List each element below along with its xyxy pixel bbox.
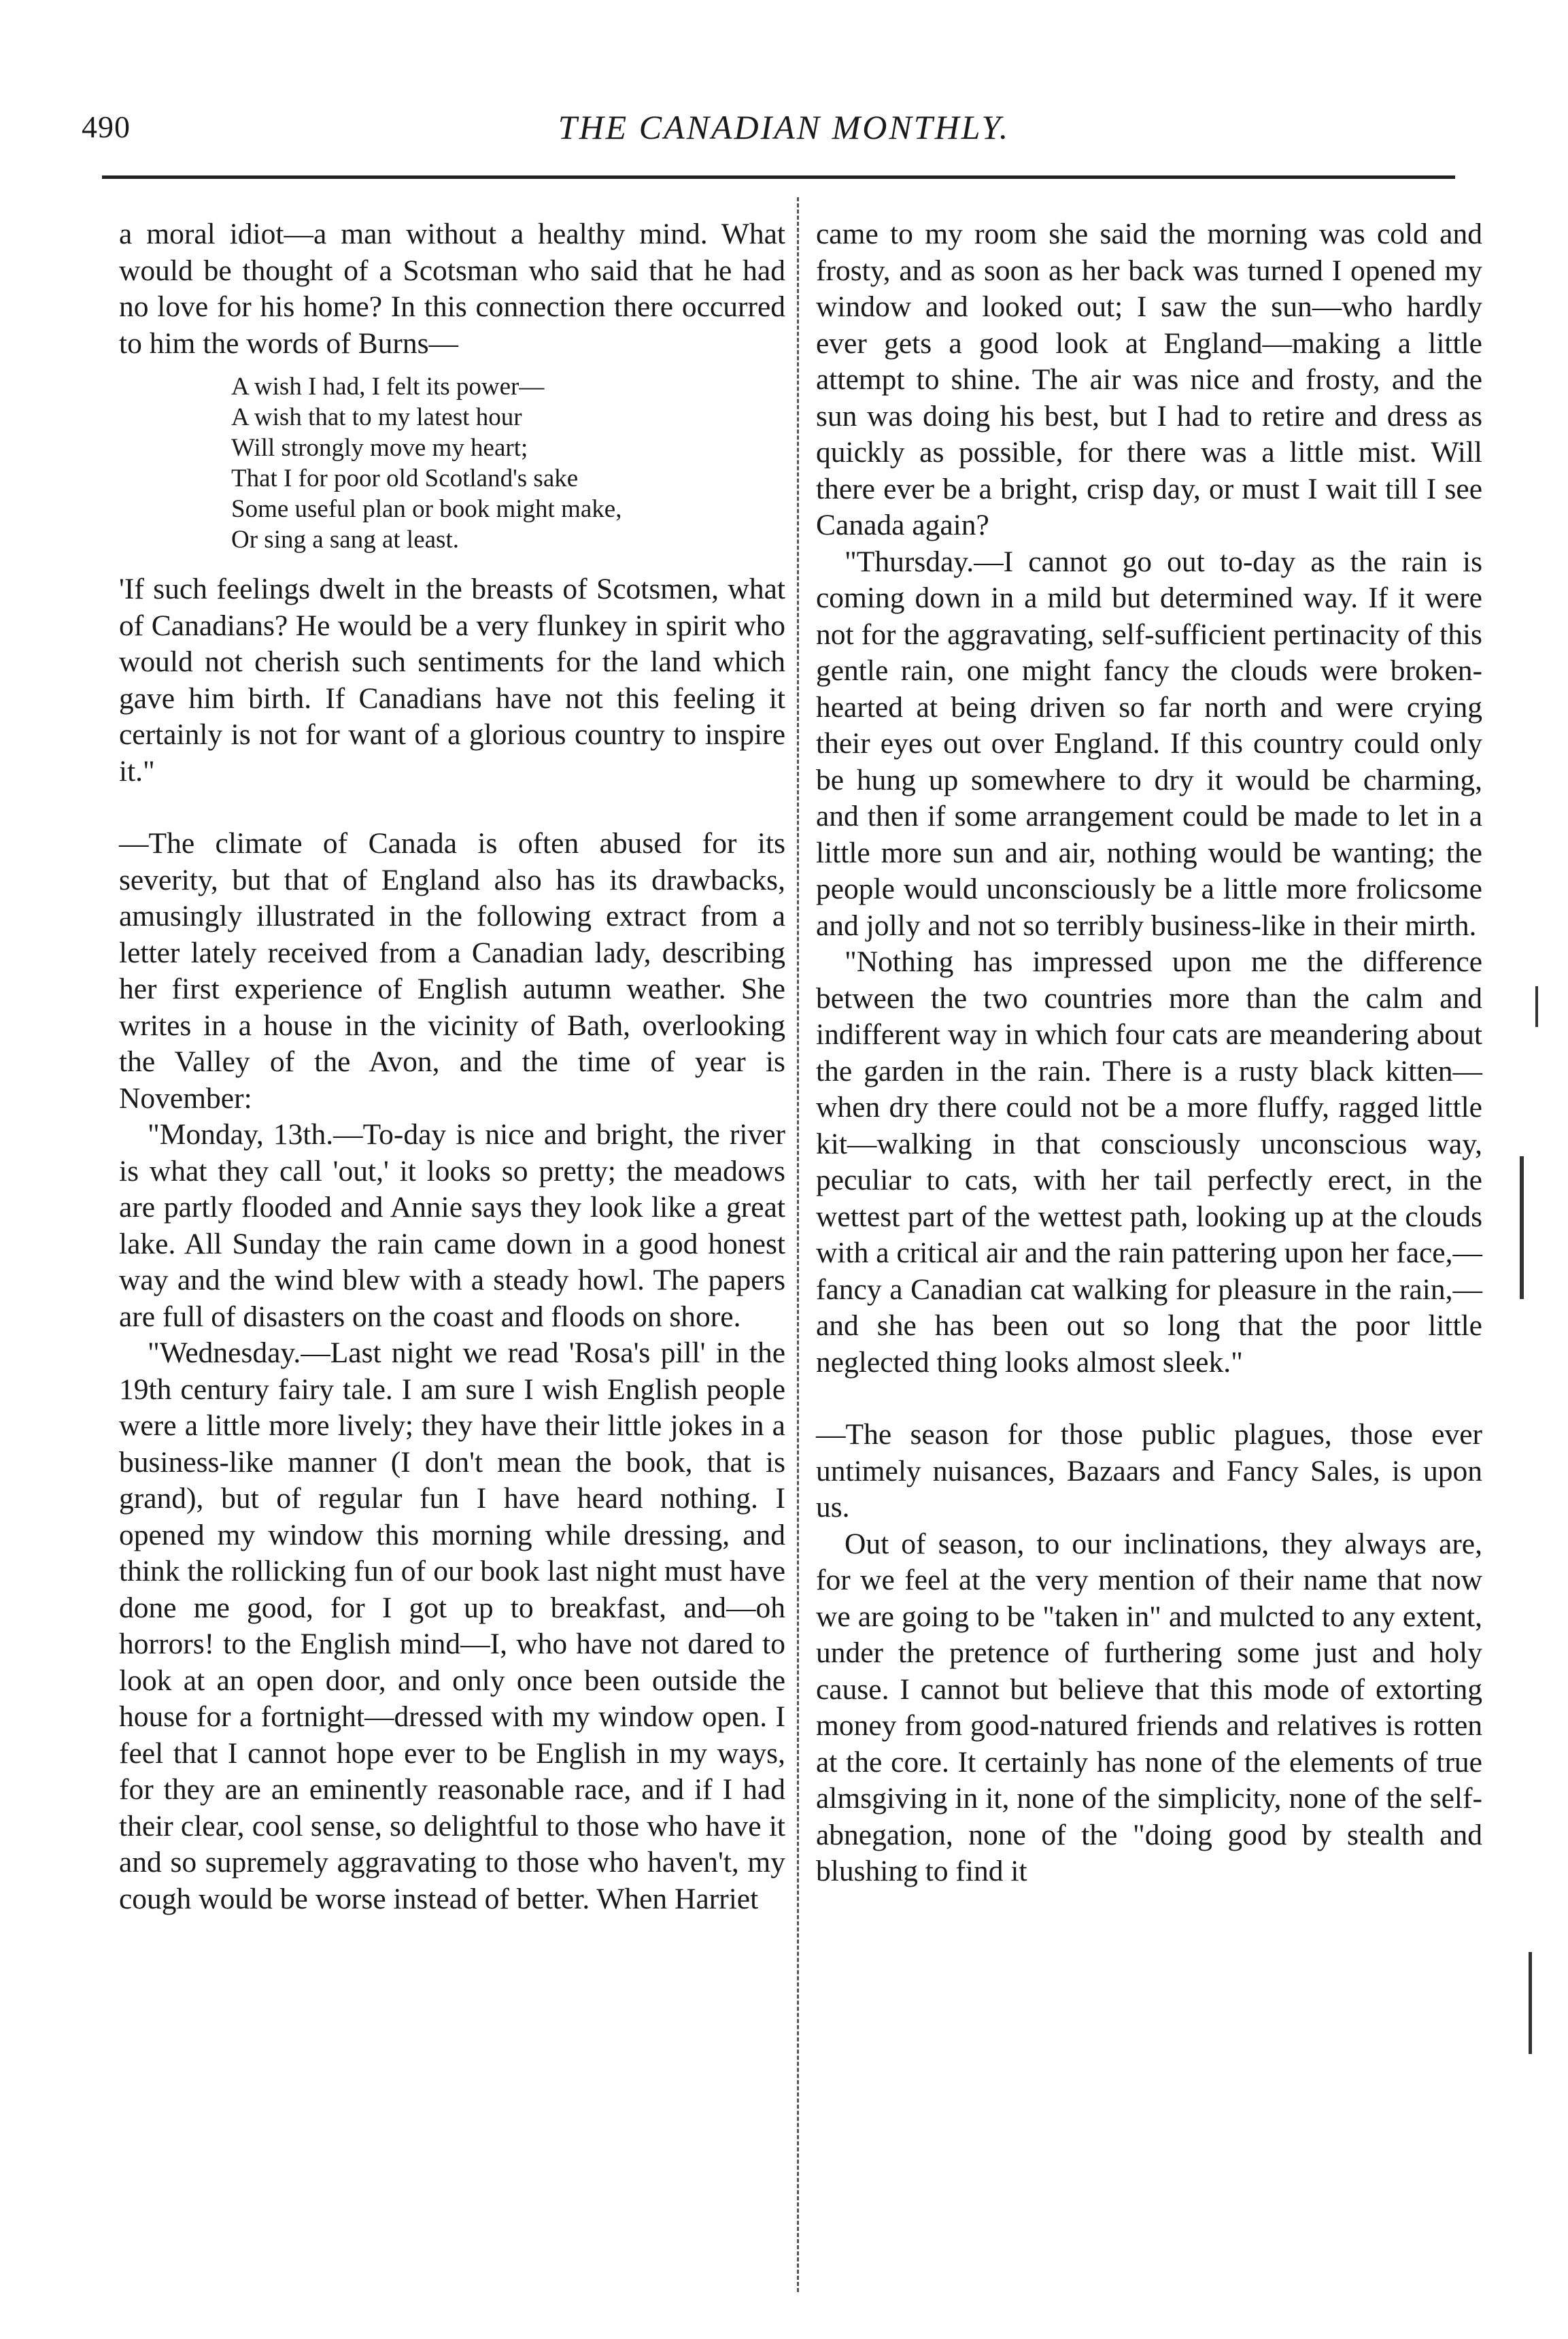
right-paragraph-2: "Thursday.—I cannot go out to-day as the rain is coming down in a mild but determined way. If it were not for the aggravating, self-sufficient pertinacity of this gentle rain, one might fancy the clouds were broken-hearted at being driven so far north and were crying their eyes out over England. If this country could only be hung up somewhere to dry it would be charming, and then if some arrangement could be made to let in a little more sun and air, nothing would be wanting; the people would unconsciously be a little more frolicsome and jolly and not so terribly business-like in their mirth. [816, 545, 1482, 942]
left-paragraph-1: a moral idiot—a man without a healthy mind. What would be thought of a Scotsman who said that he had no love for his home? In this connection there occurred to him the words of Burns— [119, 218, 785, 360]
left-paragraph-2: 'If such feelings dwelt in the breasts of Scotsmen, what of Canadians? He would be a very flunkey in spirit who would not cherish such sentiments for the land which gave him birth. If Canadians have not this feeling it certainly is not for want of a glorious country to inspire it." [119, 573, 785, 788]
right-column [816, 216, 1482, 1890]
burns-verse [231, 371, 785, 555]
page-number: 490 [82, 110, 131, 144]
header-rule [102, 175, 1455, 179]
left-paragraph-4: "Monday, 13th.—To-day is nice and bright, the river is what they call 'out,' it looks so pretty; the meadows are partly flooded and Annie says they look like a great lake. All Sunday the rain came down in a good honest way and the wind blew with a steady howl. The papers are full of disasters on the coast and floods on shore. [119, 1118, 785, 1333]
verse-line: Some useful plan or book might make, [231, 495, 622, 523]
verse-line: Or sing a sang at least. [231, 526, 459, 554]
right-paragraph-4: —The season for those public plagues, those ever untimely nuisances, Bazaars and Fancy Sales, is upon us. [816, 1418, 1482, 1524]
edge-mark [1520, 1156, 1524, 1299]
verse-line: A wish that to my latest hour [231, 403, 522, 431]
verse-line: Will strongly move my heart; [231, 434, 528, 462]
left-column [119, 216, 785, 1917]
column-divider [797, 197, 799, 2292]
verse-line: That I for poor old Scotland's sake [231, 465, 579, 492]
verse-line: A wish I had, I felt its power— [231, 373, 545, 401]
right-paragraph-1: came to my room she said the morning was cold and frosty, and as soon as her back was turned I opened my window and looked out; I saw the sun—who hardly ever gets a good look at England—making a little attempt to shine. The air was nice and frosty, and the sun was doing his best, but I had to retire and dress as quickly as possible, for there was a little mist. Will there ever be a bright, crisp day, or must I wait till I see Canada again? [816, 218, 1482, 541]
right-paragraph-5: Out of season, to our inclinations, they always are, for we feel at the very mention of their name that now we are going to be "taken in" and mulcted to any extent, under the pretence of furthering some just and holy cause. I cannot but believe that this mode of extorting money from good-natured friends and relatives is rotten at the core. It certainly has none of the elements of true almsgiving in it, none of the simplicity, none of the self-abnegation, none of the "doing good by stealth and blushing to find it [816, 1527, 1482, 1887]
left-paragraph-3: —The climate of Canada is often abused for its severity, but that of England also has its drawbacks, amusingly illustrated in the following extract from a letter lately received from a Canadian lady, describing her first experience of English autumn weather. She writes in a house in the vicinity of Bath, overlooking the Valley of the Avon, and the time of year is November: [119, 827, 785, 1115]
edge-mark [1535, 986, 1538, 1027]
edge-mark [1529, 1952, 1532, 2054]
running-title: THE CANADIAN MONTHLY. [558, 108, 1010, 146]
right-paragraph-3: "Nothing has impressed upon me the difference between the two countries more than the calm and indifferent way in which four cats are meandering about the garden in the rain. There is a rusty black kitten—when dry there could not be a more fluffy, ragged little kit—walking in that consciously unconscious way, peculiar to cats, with her tail perfectly erect, in the wettest part of the wettest path, looking up at the clouds with a critical air and the rain pattering upon her face,—fancy a Canadian cat walking for pleasure in the rain,—and she has been out so long that the poor little neglected thing looks almost sleek." [816, 945, 1482, 1379]
left-paragraph-5: "Wednesday.—Last night we read 'Rosa's pill' in the 19th century fairy tale. I am sure I wish English people were a little more lively; they have their little jokes in a business-like manner (I don't mean the book, that is grand), but of regular fun I have heard nothing. I opened my window this morning while dressing, and think the rollicking fun of our book last night must have done me good, for I got up to breakfast, and—oh horrors! to the English mind—I, who have not dared to look at an open door, and only once been outside the house for a fortnight—dressed with my window open. I feel that I cannot hope ever to be English in my ways, for they are an eminently reasonable race, and if I had their clear, cool sense, so delightful to those who have it and so supremely aggravating to those who haven't, my cough would be worse instead of better. When Harriet [119, 1336, 785, 1915]
